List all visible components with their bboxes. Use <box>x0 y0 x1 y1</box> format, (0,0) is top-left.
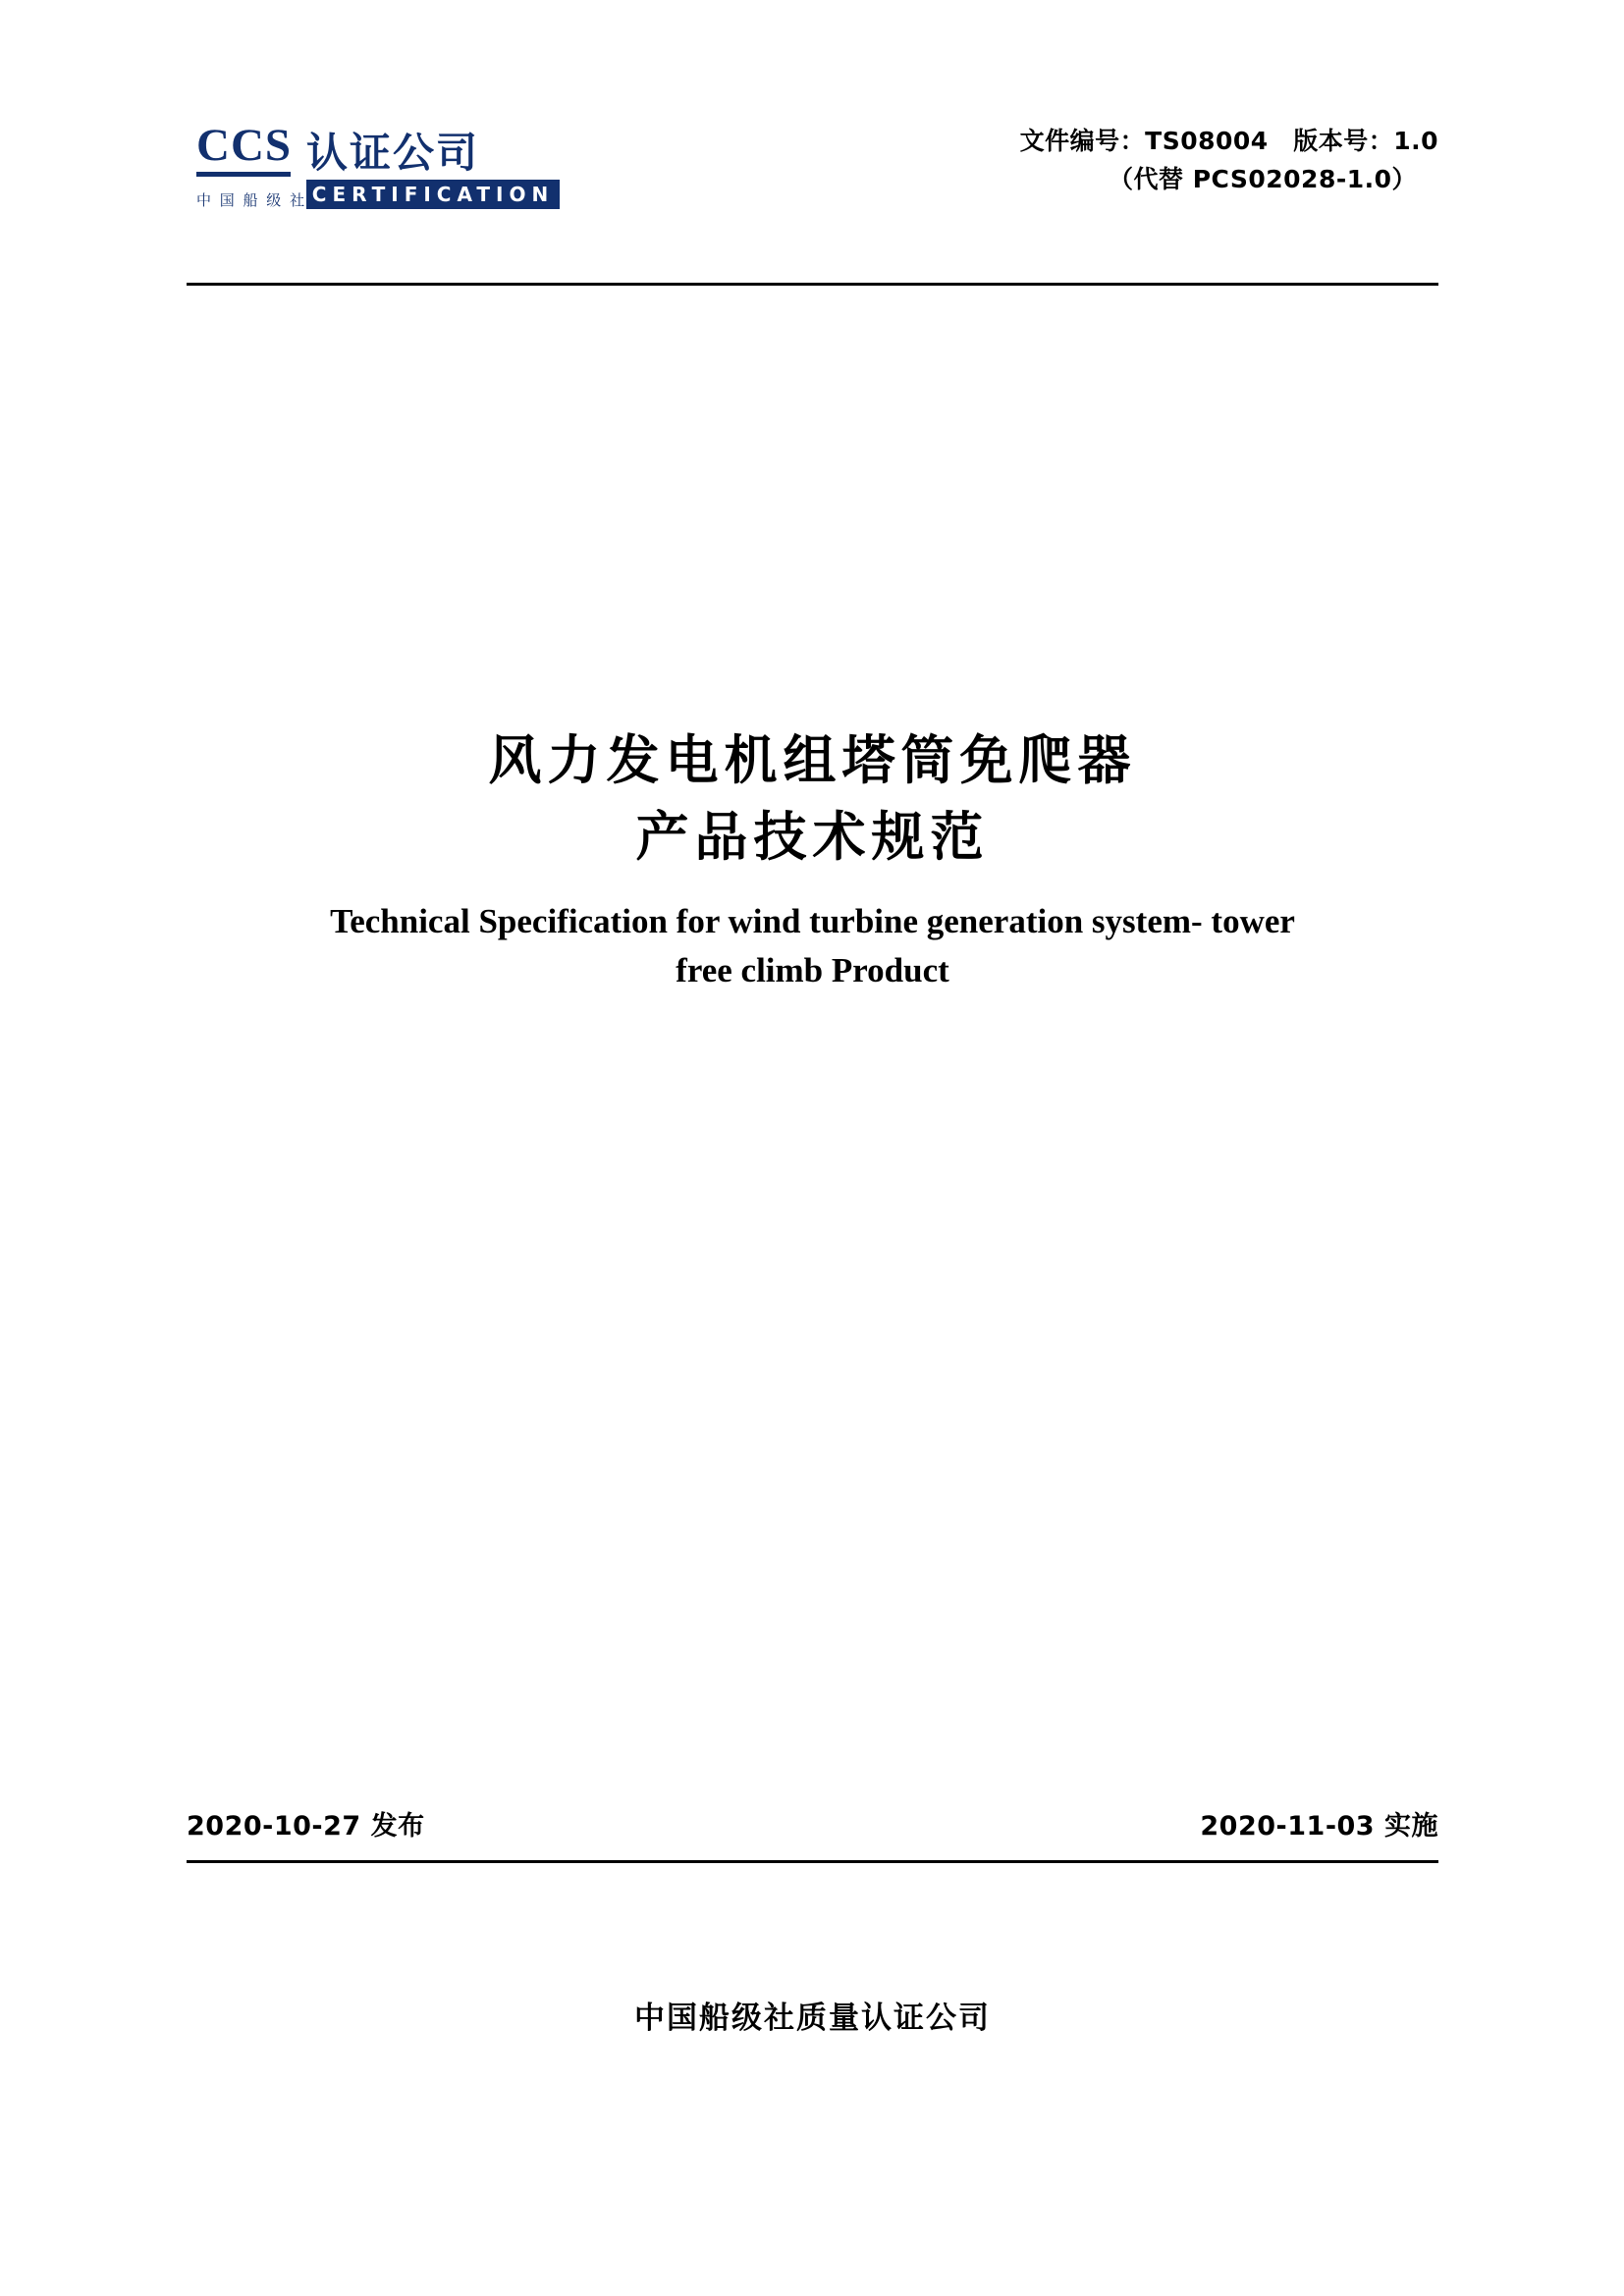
header-divider <box>187 283 1438 286</box>
title-block <box>187 721 1438 996</box>
document-meta <box>1020 123 1438 199</box>
effective-date: 2020-11-03 实施 <box>1200 1811 1438 1842</box>
ccs-chinese-name: 认证公司 <box>306 129 480 177</box>
page-title-cn-line2: 产品技术规范 <box>635 805 990 869</box>
page-title-cn-line1: 风力发电机组塔筒免爬器 <box>488 728 1137 791</box>
document-header <box>187 108 1438 285</box>
footer-divider <box>187 1860 1438 1863</box>
ccs-acronym-text <box>196 120 293 177</box>
page-title-en-line1: Technical Specification for wind turbine generation system- tower <box>330 901 1295 940</box>
ccs-acronym-label: CCS <box>196 120 293 171</box>
certification-band: CERTIFICATION <box>306 180 560 209</box>
ccs-underline-bar <box>196 172 291 177</box>
date-row <box>187 1804 1438 1842</box>
issuing-organization: 中国船级社质量认证公司 <box>634 2001 991 2036</box>
document-number: 文件编号：TS08004 版本号：1.0 <box>1019 127 1438 155</box>
document-replaces: （代替 PCS02028-1.0） <box>1109 164 1417 193</box>
page-title-en-line2: free climb Product <box>676 951 949 990</box>
ccs-chinese-subtitle: 中 国 船 级 社 <box>196 191 307 209</box>
ccs-logo <box>196 120 560 226</box>
issue-date: 2020-10-27 发布 <box>187 1811 425 1842</box>
